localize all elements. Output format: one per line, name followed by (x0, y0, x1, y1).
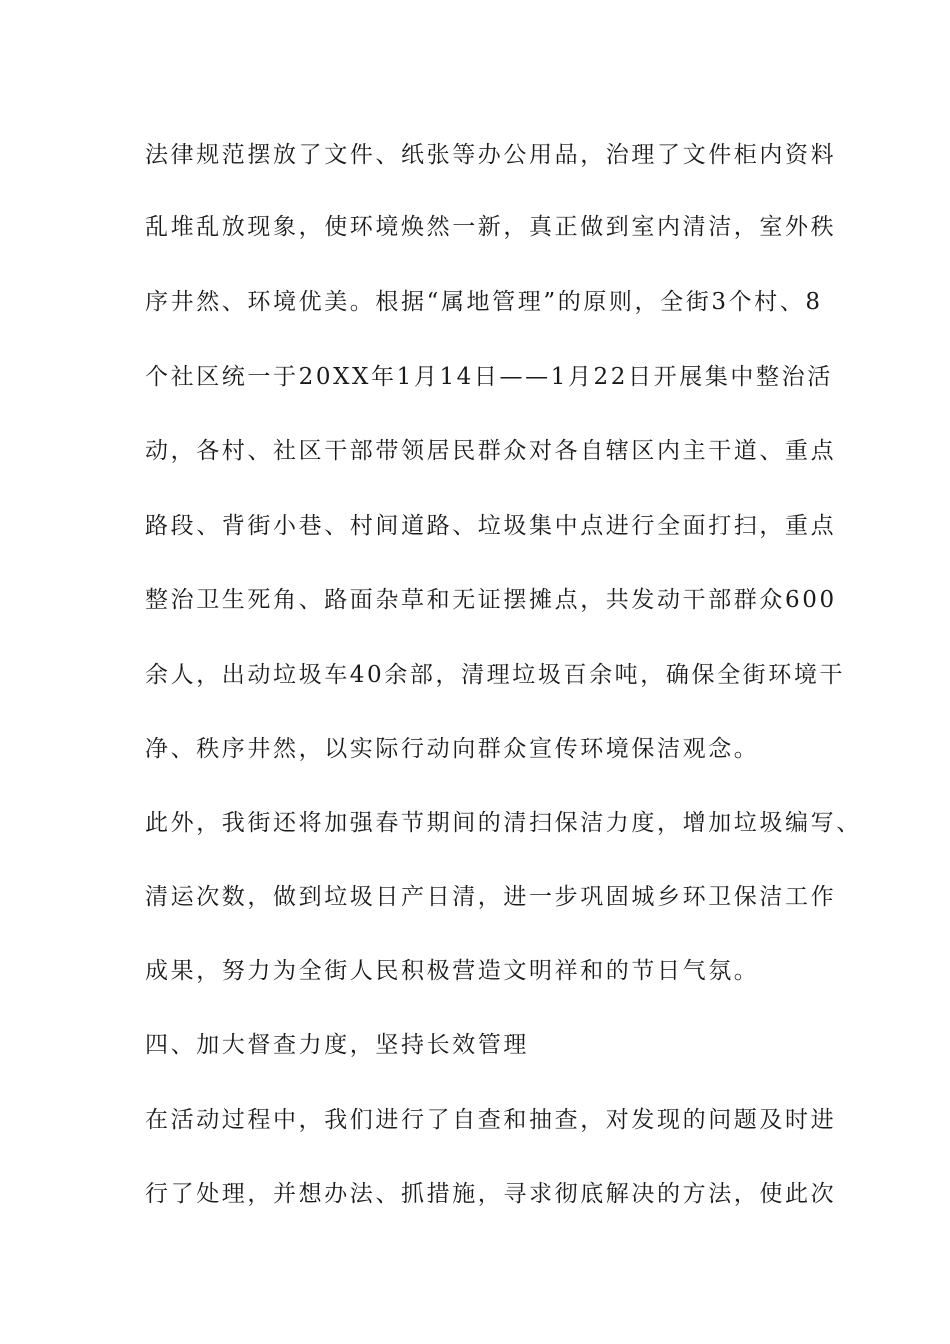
text-line: 净、秩序井然，以实际行动向群众宣传环境保洁观念。 (145, 736, 760, 762)
section-heading: 四、加大督查力度，坚持长效管理 (145, 1032, 529, 1058)
text-line: 清运次数，做到垃圾日产日清，进一步巩固城乡环卫保洁工作 (145, 884, 837, 910)
text-line: 此外，我街还将加强春节期间的清扫保洁力度，增加垃圾编写、 (145, 810, 862, 836)
text-line: 在活动过程中，我们进行了自查和抽查，对发现的问题及时进 (145, 1107, 837, 1133)
text-line: 余人，出动垃圾车40余部，清理垃圾百余吨，确保全街环境干 (145, 662, 846, 688)
text-line: 行了处理，并想办法、抓措施，寻求彻底解决的方法，使此次 (145, 1181, 837, 1207)
text-line: 乱堆乱放现象，使环境焕然一新，真正做到室内清洁，室外秩 (145, 214, 837, 240)
text-line: 法律规范摆放了文件、纸张等办公用品，治理了文件柜内资料 (145, 142, 837, 168)
text-line: 成果，努力为全街人民积极营造文明祥和的节日气氛。 (145, 958, 760, 984)
text-line: 路段、背街小巷、村间道路、垃圾集中点进行全面打扫，重点 (145, 513, 837, 539)
text-line: 动，各村、社区干部带领居民群众对各自辖区内主干道、重点 (145, 438, 837, 464)
text-line: 序井然、环境优美。根据“属地管理”的原则，全街3个村、8 (145, 289, 823, 315)
text-line: 整治卫生死角、路面杂草和无证摆摊点，共发动干部群众600 (145, 587, 837, 613)
text-line: 个社区统一于20XX年1月14日——1月22日开展集中整治活 (145, 364, 833, 390)
